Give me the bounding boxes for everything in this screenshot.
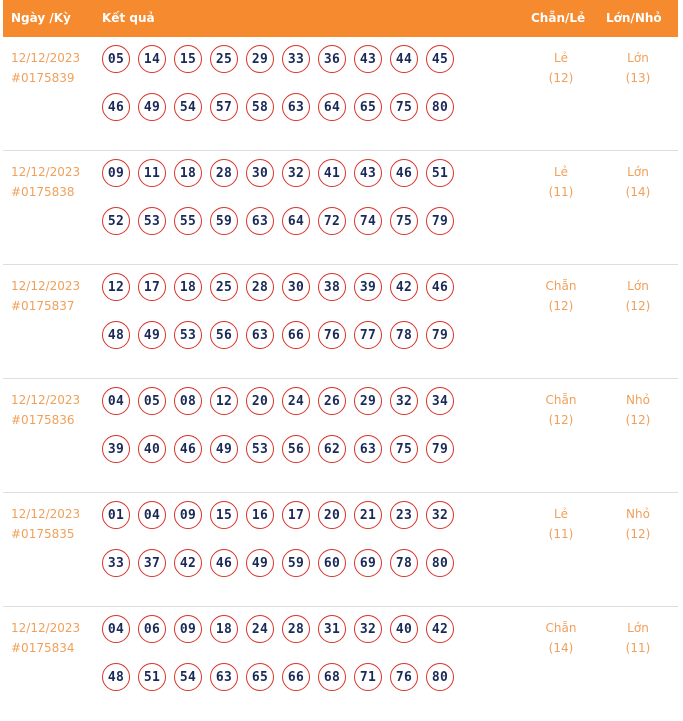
number-ball: 62 <box>318 435 346 463</box>
results-table <box>3 0 678 721</box>
number-ball: 37 <box>138 549 166 577</box>
number-ball: 71 <box>354 663 382 691</box>
number-ball: 29 <box>246 45 274 73</box>
table-body <box>3 37 678 721</box>
number-ball: 42 <box>174 549 202 577</box>
parity-value: Chẵn <box>545 621 577 635</box>
number-ball: 51 <box>138 663 166 691</box>
number-ball: 65 <box>246 663 274 691</box>
number-ball: 30 <box>282 273 310 301</box>
number-ball: 79 <box>426 321 454 349</box>
number-ball: 56 <box>282 435 310 463</box>
header-result: Kết quả <box>102 11 155 25</box>
number-ball: 60 <box>318 549 346 577</box>
number-ball: 63 <box>282 93 310 121</box>
number-ball: 25 <box>210 273 238 301</box>
result-numbers <box>102 159 482 235</box>
size-value: Lớn <box>627 51 649 65</box>
number-ball: 78 <box>390 549 418 577</box>
draw-date-cell <box>11 504 80 544</box>
size-value: Lớn <box>627 279 649 293</box>
draw-id: #0175839 <box>11 71 75 85</box>
draw-id: #0175838 <box>11 185 75 199</box>
number-ball: 20 <box>246 387 274 415</box>
header-date-draw: Ngày /Kỳ <box>11 11 71 25</box>
number-ball: 76 <box>390 663 418 691</box>
number-ball: 05 <box>102 45 130 73</box>
size-count: (12) <box>625 527 651 541</box>
draw-date: 12/12/2023 <box>11 279 81 293</box>
number-ball: 58 <box>246 93 274 121</box>
parity-cell <box>531 276 591 316</box>
table-row <box>3 379 678 493</box>
number-ball: 66 <box>282 321 310 349</box>
parity-count: (12) <box>548 299 574 313</box>
number-ball: 56 <box>210 321 238 349</box>
number-ball: 63 <box>246 321 274 349</box>
number-ball: 09 <box>174 501 202 529</box>
number-ball: 23 <box>390 501 418 529</box>
number-ball: 46 <box>390 159 418 187</box>
number-ball: 74 <box>354 207 382 235</box>
number-ball: 38 <box>318 273 346 301</box>
number-ball: 42 <box>426 615 454 643</box>
table-row <box>3 265 678 379</box>
number-ball: 72 <box>318 207 346 235</box>
number-ball: 12 <box>210 387 238 415</box>
parity-cell <box>531 504 591 544</box>
number-ball: 20 <box>318 501 346 529</box>
draw-id: #0175835 <box>11 527 75 541</box>
number-ball: 32 <box>282 159 310 187</box>
number-ball: 06 <box>138 615 166 643</box>
draw-id: #0175837 <box>11 299 75 313</box>
number-ball: 18 <box>174 273 202 301</box>
parity-value: Lẻ <box>553 51 569 65</box>
number-ball: 46 <box>174 435 202 463</box>
draw-date-cell <box>11 390 80 430</box>
number-ball: 05 <box>138 387 166 415</box>
parity-value: Chẵn <box>545 393 577 407</box>
table-row <box>3 607 678 721</box>
number-ball: 75 <box>390 435 418 463</box>
draw-date-cell <box>11 48 80 88</box>
number-ball: 53 <box>174 321 202 349</box>
number-ball: 28 <box>210 159 238 187</box>
number-ball: 80 <box>426 93 454 121</box>
number-ball: 32 <box>390 387 418 415</box>
number-ball: 11 <box>138 159 166 187</box>
number-ball: 15 <box>210 501 238 529</box>
number-ball: 01 <box>102 501 130 529</box>
number-ball: 64 <box>318 93 346 121</box>
number-ball: 77 <box>354 321 382 349</box>
number-ball: 04 <box>102 387 130 415</box>
number-ball: 04 <box>138 501 166 529</box>
number-ball: 29 <box>354 387 382 415</box>
number-ball: 66 <box>282 663 310 691</box>
draw-date-cell <box>11 618 80 658</box>
draw-date: 12/12/2023 <box>11 51 81 65</box>
number-ball: 43 <box>354 159 382 187</box>
size-count: (12) <box>625 413 651 427</box>
number-ball: 46 <box>210 549 238 577</box>
result-numbers <box>102 615 482 691</box>
number-ball: 30 <box>246 159 274 187</box>
parity-count: (12) <box>548 413 574 427</box>
result-numbers <box>102 387 482 463</box>
size-value: Lớn <box>627 621 649 635</box>
number-ball: 15 <box>174 45 202 73</box>
table-row <box>3 37 678 151</box>
number-ball: 17 <box>282 501 310 529</box>
number-ball: 53 <box>138 207 166 235</box>
result-numbers <box>102 45 482 121</box>
number-ball: 75 <box>390 207 418 235</box>
draw-date-cell <box>11 276 80 316</box>
number-ball: 46 <box>426 273 454 301</box>
number-ball: 46 <box>102 93 130 121</box>
number-ball: 09 <box>102 159 130 187</box>
number-ball: 49 <box>210 435 238 463</box>
number-ball: 54 <box>174 93 202 121</box>
number-ball: 45 <box>426 45 454 73</box>
number-ball: 42 <box>390 273 418 301</box>
parity-value: Lẻ <box>553 507 569 521</box>
draw-date-cell <box>11 162 80 202</box>
number-ball: 48 <box>102 663 130 691</box>
number-ball: 76 <box>318 321 346 349</box>
size-count: (12) <box>625 299 651 313</box>
number-ball: 18 <box>174 159 202 187</box>
draw-id: #0175834 <box>11 641 75 655</box>
number-ball: 79 <box>426 435 454 463</box>
draw-id: #0175836 <box>11 413 75 427</box>
number-ball: 55 <box>174 207 202 235</box>
size-count: (11) <box>625 641 651 655</box>
number-ball: 32 <box>354 615 382 643</box>
parity-cell <box>531 390 591 430</box>
number-ball: 12 <box>102 273 130 301</box>
parity-cell <box>531 162 591 202</box>
size-cell <box>608 504 668 544</box>
parity-count: (14) <box>548 641 574 655</box>
number-ball: 31 <box>318 615 346 643</box>
number-ball: 59 <box>210 207 238 235</box>
number-ball: 79 <box>426 207 454 235</box>
size-count: (13) <box>625 71 651 85</box>
table-row <box>3 493 678 607</box>
size-cell <box>608 48 668 88</box>
number-ball: 78 <box>390 321 418 349</box>
parity-count: (11) <box>548 527 574 541</box>
number-ball: 53 <box>246 435 274 463</box>
draw-date: 12/12/2023 <box>11 393 81 407</box>
draw-date: 12/12/2023 <box>11 165 81 179</box>
number-ball: 17 <box>138 273 166 301</box>
number-ball: 49 <box>246 549 274 577</box>
number-ball: 04 <box>102 615 130 643</box>
number-ball: 33 <box>282 45 310 73</box>
table-row <box>3 151 678 265</box>
number-ball: 63 <box>354 435 382 463</box>
parity-value: Chẵn <box>545 279 577 293</box>
number-ball: 59 <box>282 549 310 577</box>
size-cell <box>608 276 668 316</box>
table-header <box>3 0 678 37</box>
parity-cell <box>531 48 591 88</box>
number-ball: 49 <box>138 93 166 121</box>
number-ball: 43 <box>354 45 382 73</box>
number-ball: 28 <box>246 273 274 301</box>
number-ball: 08 <box>174 387 202 415</box>
number-ball: 09 <box>174 615 202 643</box>
number-ball: 32 <box>426 501 454 529</box>
number-ball: 14 <box>138 45 166 73</box>
size-count: (14) <box>625 185 651 199</box>
number-ball: 44 <box>390 45 418 73</box>
result-numbers <box>102 501 482 577</box>
number-ball: 54 <box>174 663 202 691</box>
header-parity: Chẵn/Lẻ <box>531 11 586 25</box>
number-ball: 63 <box>210 663 238 691</box>
size-value: Nhỏ <box>626 507 650 521</box>
number-ball: 21 <box>354 501 382 529</box>
number-ball: 41 <box>318 159 346 187</box>
number-ball: 48 <box>102 321 130 349</box>
number-ball: 25 <box>210 45 238 73</box>
number-ball: 65 <box>354 93 382 121</box>
size-cell <box>608 390 668 430</box>
result-numbers <box>102 273 482 349</box>
parity-count: (11) <box>548 185 574 199</box>
size-cell <box>608 162 668 202</box>
header-size: Lớn/Nhỏ <box>606 11 662 25</box>
draw-date: 12/12/2023 <box>11 621 81 635</box>
number-ball: 64 <box>282 207 310 235</box>
number-ball: 34 <box>426 387 454 415</box>
number-ball: 24 <box>282 387 310 415</box>
size-cell <box>608 618 668 658</box>
number-ball: 49 <box>138 321 166 349</box>
number-ball: 68 <box>318 663 346 691</box>
number-ball: 57 <box>210 93 238 121</box>
number-ball: 80 <box>426 549 454 577</box>
parity-count: (12) <box>548 71 574 85</box>
number-ball: 24 <box>246 615 274 643</box>
parity-value: Lẻ <box>553 165 569 179</box>
size-value: Nhỏ <box>626 393 650 407</box>
number-ball: 80 <box>426 663 454 691</box>
number-ball: 75 <box>390 93 418 121</box>
number-ball: 69 <box>354 549 382 577</box>
number-ball: 40 <box>390 615 418 643</box>
number-ball: 63 <box>246 207 274 235</box>
number-ball: 18 <box>210 615 238 643</box>
number-ball: 28 <box>282 615 310 643</box>
number-ball: 33 <box>102 549 130 577</box>
number-ball: 39 <box>102 435 130 463</box>
number-ball: 40 <box>138 435 166 463</box>
number-ball: 36 <box>318 45 346 73</box>
number-ball: 26 <box>318 387 346 415</box>
number-ball: 52 <box>102 207 130 235</box>
parity-cell <box>531 618 591 658</box>
number-ball: 16 <box>246 501 274 529</box>
draw-date: 12/12/2023 <box>11 507 81 521</box>
number-ball: 39 <box>354 273 382 301</box>
size-value: Lớn <box>627 165 649 179</box>
number-ball: 51 <box>426 159 454 187</box>
